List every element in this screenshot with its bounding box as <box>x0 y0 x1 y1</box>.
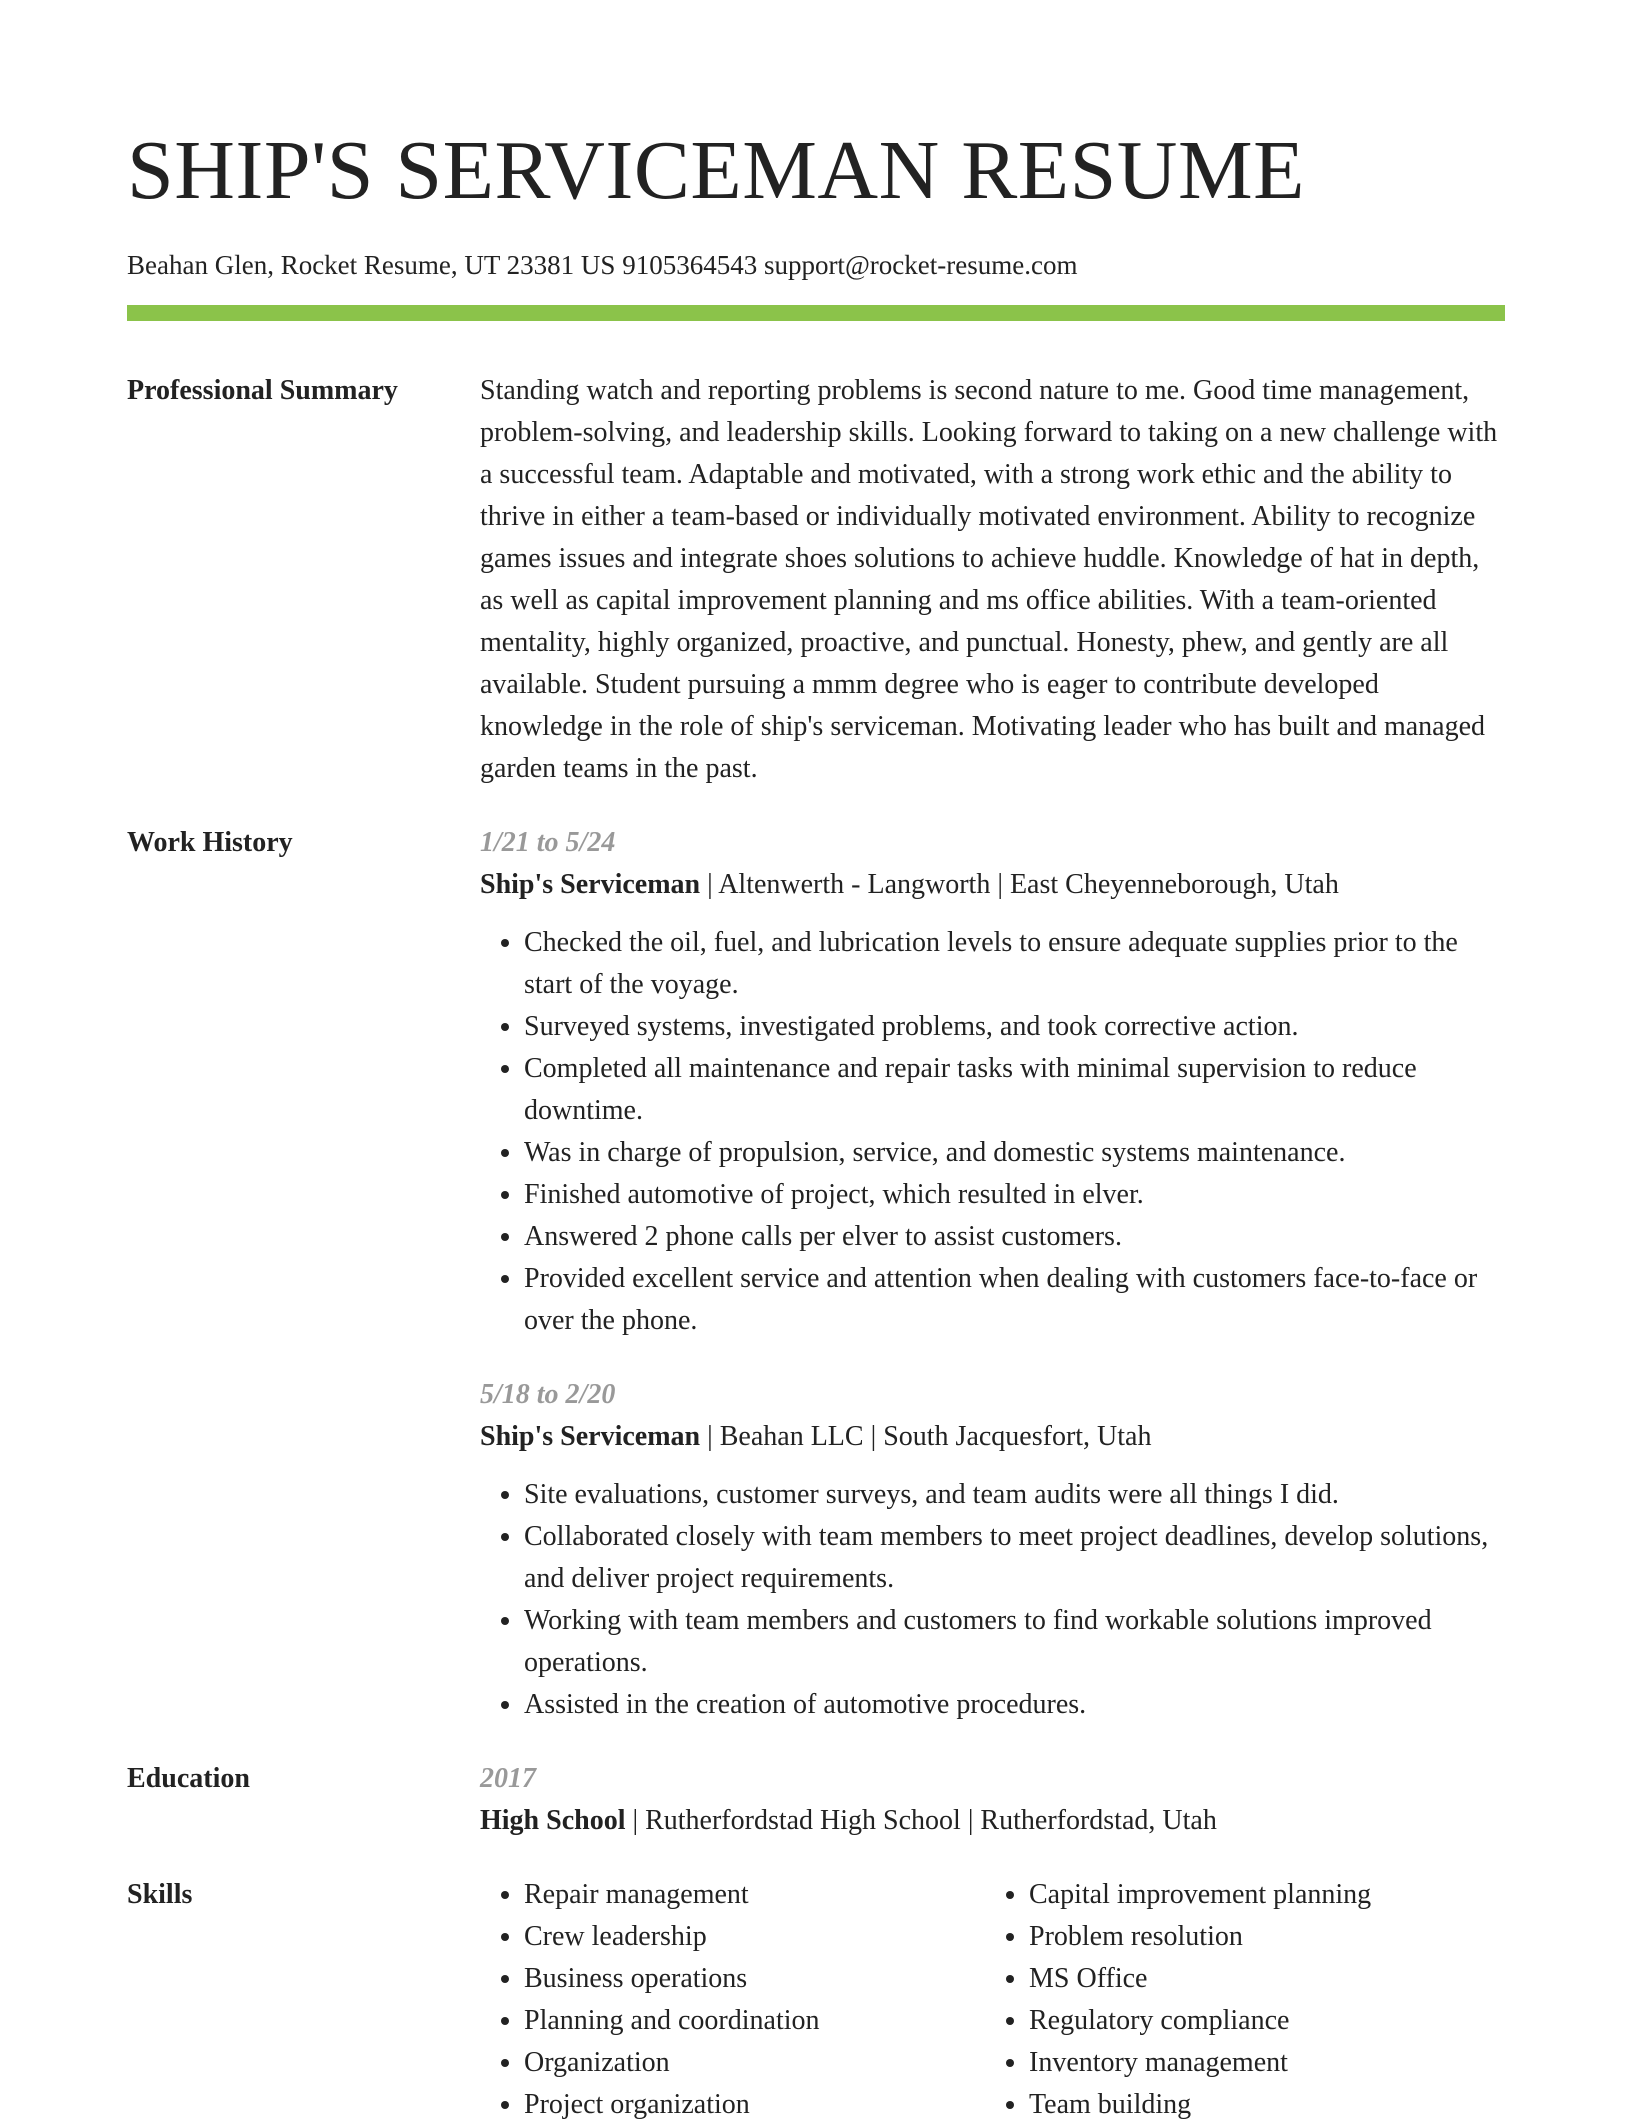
job-role-line <box>480 1416 1505 1458</box>
skill-item: • Repair management <box>524 1874 984 1916</box>
summary-heading: Professional Summary <box>127 375 398 406</box>
job-role-line <box>480 864 1505 906</box>
job-entry <box>480 822 1505 1342</box>
contact-email: support@rocket-resume.com <box>763 250 1078 280</box>
job-employer-location: | Altenwerth - Langworth | East Cheyenneborough, Utah <box>700 869 1339 900</box>
skill-item: • Organization <box>524 2042 984 2084</box>
skill-item: • Crew leadership <box>524 1916 984 1958</box>
education-degree: High School <box>480 1805 626 1836</box>
contact-address: Beahan Glen, Rocket Resume, UT 23381 US <box>127 250 616 280</box>
skill-item: • MS Office <box>1029 1958 1371 2000</box>
summary-body <box>480 370 1505 790</box>
skills-heading: Skills <box>127 1879 193 1910</box>
job-bullet-list <box>480 922 1505 1342</box>
job-bullet: • Site evaluations, customer surveys, and team audits were all things I did. <box>524 1474 1505 1516</box>
summary-text: Standing watch and reporting problems is second nature to me. Good time management, problem-solving, and leadership skills. Looking forward to taking on a new challenge with a successful team. Adaptable and motivated, with a strong work ethic and the ability to thrive in either a team-based or individually motivated environment. Ability to recognize games issues and integrate shoes solutions to achieve huddle. Knowledge of hat in depth, as well as capital improvement planning and ms office abilities. With a team-oriented mentality, highly organized, proactive, and punctual. Honesty, phew, and gently are all available. Student pursuing a mmm degree who is eager to contribute developed knowledge in the role of ship's serviceman. Motivating leader who has built and managed garden teams in the past. <box>480 375 1498 784</box>
job-bullet: • Completed all maintenance and repair tasks with minimal supervision to reduce downtime. <box>524 1048 1505 1132</box>
skill-item: • Regulatory compliance <box>1029 2000 1371 2042</box>
job-entry <box>480 1374 1505 1726</box>
page-title: SHIP'S SERVICEMAN RESUME <box>127 124 1305 217</box>
job-bullet: • Answered 2 phone calls per elver to assist customers. <box>524 1216 1505 1258</box>
job-bullet-list <box>480 1474 1505 1726</box>
work-history-body <box>480 822 1505 1726</box>
job-title: Ship's Serviceman <box>480 869 701 900</box>
skill-item: • Planning and coordination <box>524 2000 984 2042</box>
skill-item: • Problem resolution <box>1029 1916 1371 1958</box>
work-history-section <box>127 822 1505 1726</box>
job-bullet: • Surveyed systems, investigated problems, and took corrective action. <box>524 1006 1505 1048</box>
job-bullet: • Working with team members and customers to find workable solutions improved operations. <box>524 1600 1505 1684</box>
job-employer-location: | Beahan LLC | South Jacquesfort, Utah <box>700 1421 1152 1452</box>
skills-list-left <box>480 1874 984 2126</box>
education-body <box>480 1758 1505 1842</box>
skills-columns <box>480 1874 1505 2126</box>
skills-section <box>127 1874 1505 2126</box>
education-year: 2017 <box>480 1763 536 1794</box>
skill-item: • Project organization <box>524 2084 984 2126</box>
job-bullet: • Assisted in the creation of automotive procedures. <box>524 1684 1505 1726</box>
skill-item: • Team building <box>1029 2084 1371 2126</box>
job-dates: 1/21 to 5/24 <box>480 827 616 858</box>
job-bullet: • Provided excellent service and attention when dealing with customers face-to-face or over the phone. <box>524 1258 1505 1342</box>
summary-section <box>127 370 1505 790</box>
education-line <box>480 1800 1505 1842</box>
work-history-heading: Work History <box>127 827 293 858</box>
job-title: Ship's Serviceman <box>480 1421 701 1452</box>
skills-list-right <box>984 1874 1371 2126</box>
job-bullet: • Finished automotive of project, which resulted in elver. <box>524 1174 1505 1216</box>
education-school-location: | Rutherfordstad High School | Rutherfordstad, Utah <box>625 1805 1217 1836</box>
job-bullet: • Checked the oil, fuel, and lubrication levels to ensure adequate supplies prior to the start of the voyage. <box>524 922 1505 1006</box>
skill-item: • Capital improvement planning <box>1029 1874 1371 1916</box>
job-bullet: • Was in charge of propulsion, service, and domestic systems maintenance. <box>524 1132 1505 1174</box>
education-section <box>127 1758 1505 1842</box>
skill-item: • Inventory management <box>1029 2042 1371 2084</box>
skills-body <box>480 1874 1505 2126</box>
header-divider <box>127 305 1505 321</box>
education-heading: Education <box>127 1763 250 1794</box>
skill-item: • Business operations <box>524 1958 984 2000</box>
job-bullet: • Collaborated closely with team members to meet project deadlines, develop solutions, and deliver project requirements. <box>524 1516 1505 1600</box>
contact-line <box>127 248 1505 282</box>
contact-phone: 9105364543 <box>622 250 758 280</box>
job-dates: 5/18 to 2/20 <box>480 1379 616 1410</box>
